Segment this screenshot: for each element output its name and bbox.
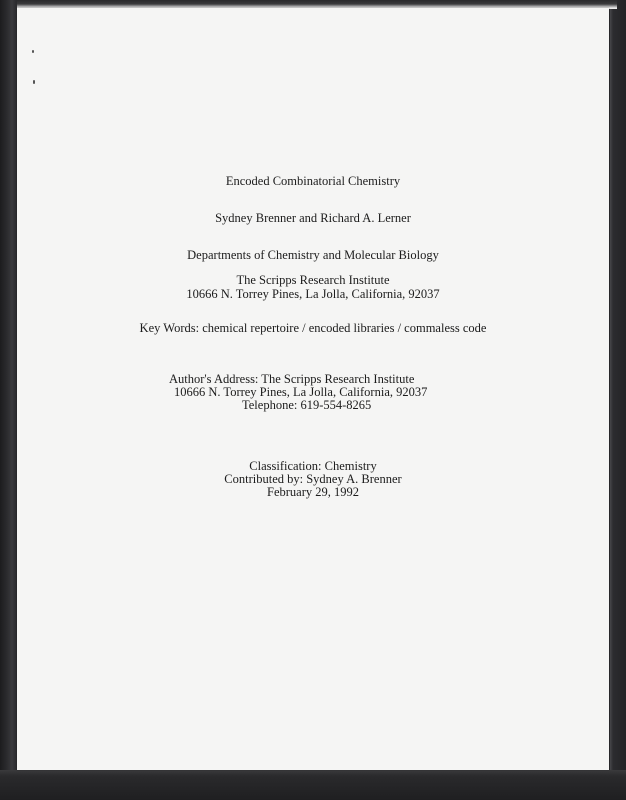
document-authors: Sydney Brenner and Richard A. Lerner [215,211,411,225]
author-address-line2: 10666 N. Torrey Pines, La Jolla, California, 92037 [174,385,428,399]
document-title: Encoded Combinatorial Chemistry [225,174,401,188]
scan-speck [33,80,35,84]
document-institute: The Scripps Research Institute [236,273,390,287]
document-date: February 29, 1992 [267,485,359,499]
scanner-edge-right [610,0,626,800]
document-keywords: Key Words: chemical repertoire / encoded libraries / commaless code [139,321,487,335]
document-department: Departments of Chemistry and Molecular Biology [187,248,439,262]
document-institute-address: 10666 N. Torrey Pines, La Jolla, California, 92037 [186,287,440,301]
scanner-edge-bottom [0,770,626,800]
document-page [17,8,609,770]
scan-speck [32,50,34,53]
document-contributed-by: Contributed by: Sydney A. Brenner [224,472,402,486]
document-classification: Classification: Chemistry [249,459,377,473]
author-address-phone: Telephone: 619-554-8265 [242,398,372,412]
author-address-line1: Author's Address: The Scripps Research Institute [169,372,415,386]
